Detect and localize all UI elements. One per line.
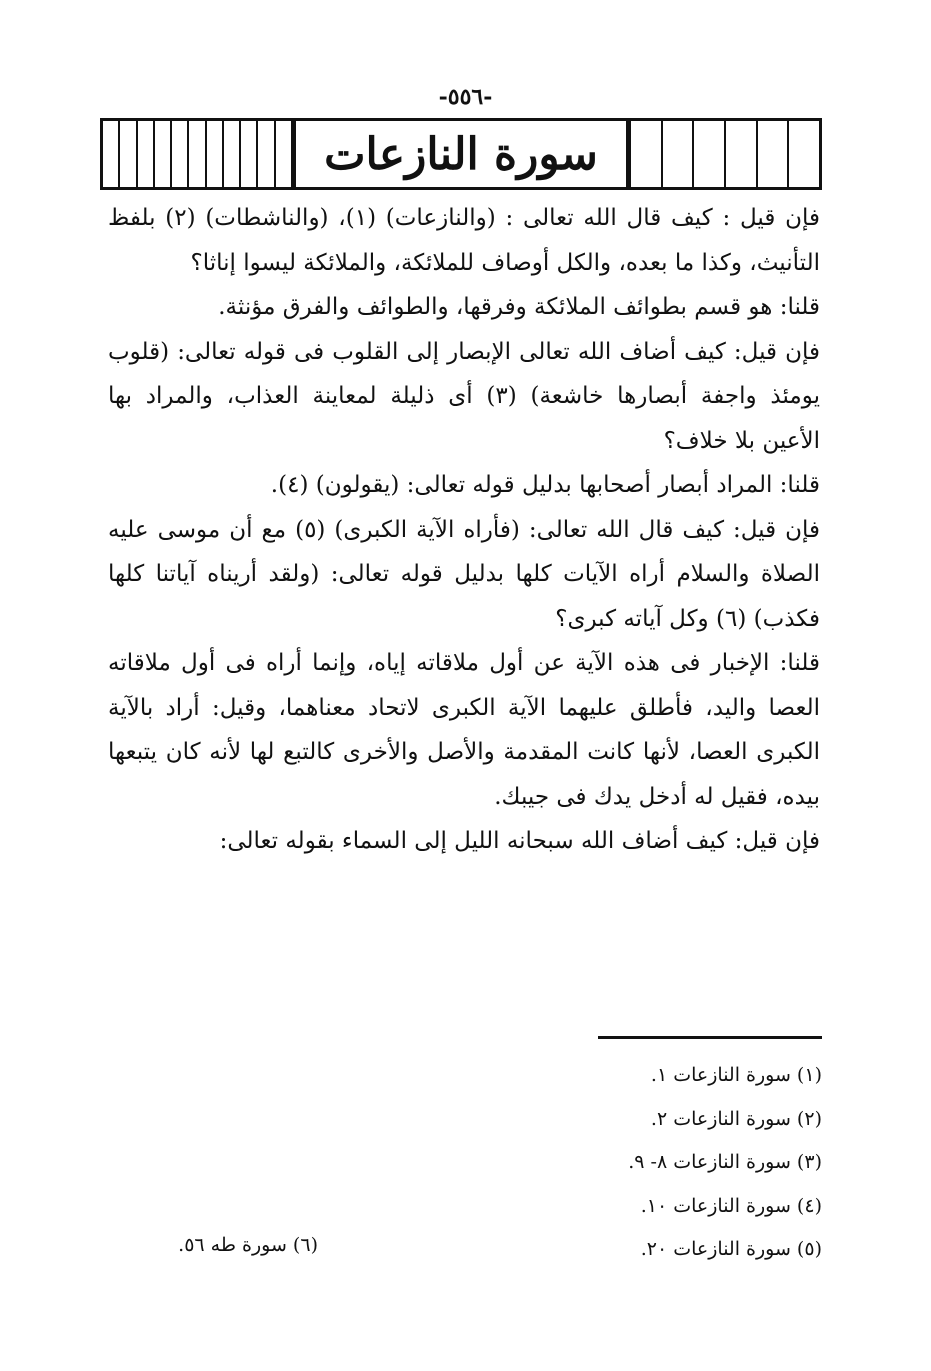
paragraph: فإن قيل: كيف أضاف الله سبحانه الليل إلى السماء بقوله تعالى: <box>219 828 820 854</box>
footnote: (٢) سورة النازعات ٢. <box>650 1107 822 1130</box>
footnote: (١) سورة النازعات ١. <box>650 1064 822 1086</box>
paragraph: فإن قيل : كيف قال الله تعالى : (والنازعات) (١)، (والناشطات) (٢) بلفظ التأنيث، وكذا ما بعده، والكل أوصاف للملائكة، والملائكة ليسوا إناثا؟ <box>108 205 820 276</box>
paragraph: فإن قيل: كيف قال الله تعالى: (فأراه الآية الكبرى) (٥) مع أن موسى عليه الصلاة والسلام أراه الآيات كلها بدليل قوله تعالى: (ولقد أريناه آياتنا كلها فكذب) (٦) وكل آياته كبرى؟ <box>108 516 821 632</box>
footnote: (٣) سورة النازعات ٨- ٩. <box>628 1151 822 1173</box>
body-text <box>108 196 820 864</box>
footnote-extra: (٦) سورة طه ٥٦. <box>178 1234 318 1256</box>
footnote: (٥) سورة النازعات ٢٠. <box>640 1238 822 1260</box>
banner-decoration-left <box>103 121 293 187</box>
page-number: -٥٥٦- <box>438 84 493 110</box>
footnote: (٤) سورة النازعات ١٠. <box>640 1194 822 1217</box>
paragraph: فإن قيل: كيف أضاف الله تعالى الإبصار إلى القلوب فى قوله تعالى: (قلوب يومئذ واجفة أبصارها خاشعة) (٣) أى ذليلة لمعاينة العذاب، والمراد بها الأعين بلا خلاف؟ <box>108 338 820 454</box>
surah-title: سورة النازعات <box>293 121 629 187</box>
banner-decoration-right <box>629 121 819 187</box>
paragraph: قلنا: المراد أبصار أصحابها بدليل قوله تعالى: (يقولون) (٤). <box>270 472 820 498</box>
footnote-separator <box>598 1036 822 1039</box>
surah-banner <box>100 118 822 190</box>
paragraph: قلنا: الإخبار فى هذه الآية عن أول ملاقاته إياه، وإنما أراه فى أول ملاقاته العصا واليد، فأطلق عليهما الآية الكبرى لاتحاد معناهما، وقيل: أراد بالآية الكبرى العصا، لأنها كانت المقدمة والأصل والأخرى كالتبع لها لأنه كان يتبعها بيده، فقيل له أدخل يدك فى جيبك. <box>108 650 820 810</box>
footnotes <box>560 1054 822 1272</box>
paragraph: قلنا: هو قسم بطوائف الملائكة وفرقها، والطوائف والفرق مؤنثة. <box>218 294 820 320</box>
